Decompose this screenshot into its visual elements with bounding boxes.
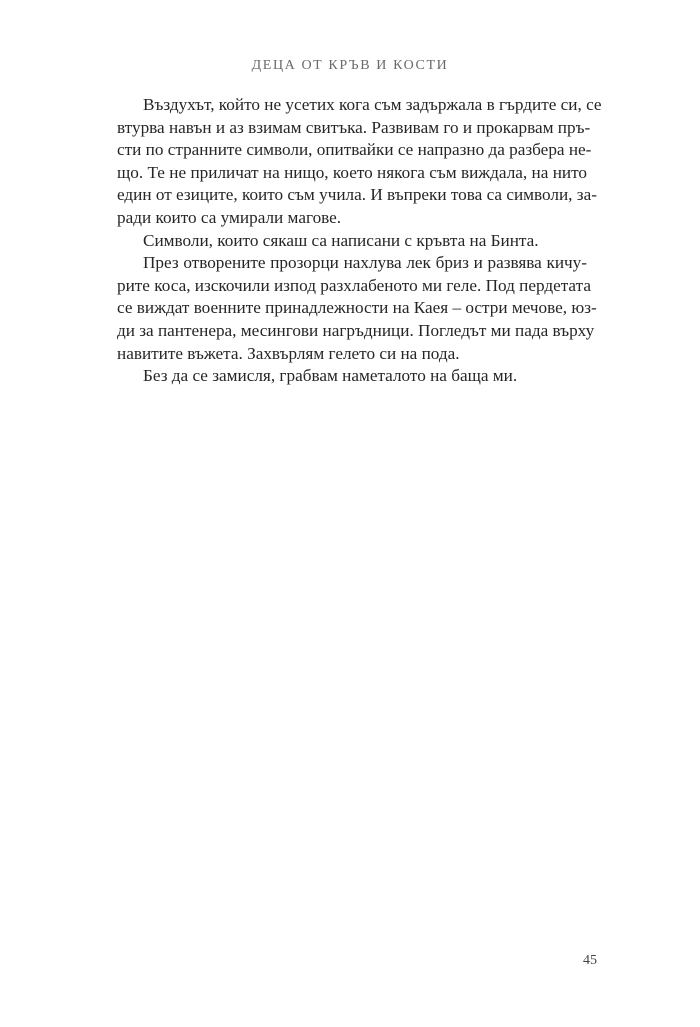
- text-line: Символи, които сякаш са написани с кръвта на Бинта.: [143, 230, 539, 250]
- text-line: Без да се замисля, грабвам наметалото на баща ми.: [143, 366, 518, 386]
- text-line: рите коса, изскочили изпод разхлабеното ми геле. Под пердетата: [117, 275, 591, 295]
- text-line: навитите въжета. Захвърлям гелето си на пода.: [117, 343, 460, 363]
- text-line: втурва навън и аз взимам свитъка. Развивам го и прокарвам пръ-: [117, 117, 591, 137]
- running-header: ДЕЦА ОТ КРЪВ И КОСТИ: [251, 58, 449, 73]
- body-text: [117, 94, 602, 388]
- paragraph-4: [117, 365, 587, 388]
- text-line: един от езиците, които съм учила. И въпреки това са символи, за-: [117, 185, 597, 205]
- text-line: През отворените прозорци нахлува лек бриз и развява кичу-: [143, 253, 587, 273]
- text-line: Въздухът, който не усетих кога съм задържала в гърдите си, се: [143, 95, 602, 114]
- text-line: сти по странните символи, опитвайки се напразно да разбера не-: [117, 140, 592, 160]
- text-line: ди за пантенера, месингови нагръдници. Погледът ми пада върху: [117, 320, 595, 340]
- text-line: що. Те не приличат на нищо, което някога съм виждала, на нито: [117, 162, 587, 182]
- page-number: 45: [583, 953, 597, 968]
- paragraph-2: [117, 230, 587, 253]
- text-line: ради които са умирали магове.: [117, 207, 342, 227]
- paragraph-3: [117, 252, 597, 365]
- paragraph-1: [117, 94, 602, 230]
- text-line: се виждат военните принадлежности на Каея – остри мечове, юз-: [117, 298, 597, 318]
